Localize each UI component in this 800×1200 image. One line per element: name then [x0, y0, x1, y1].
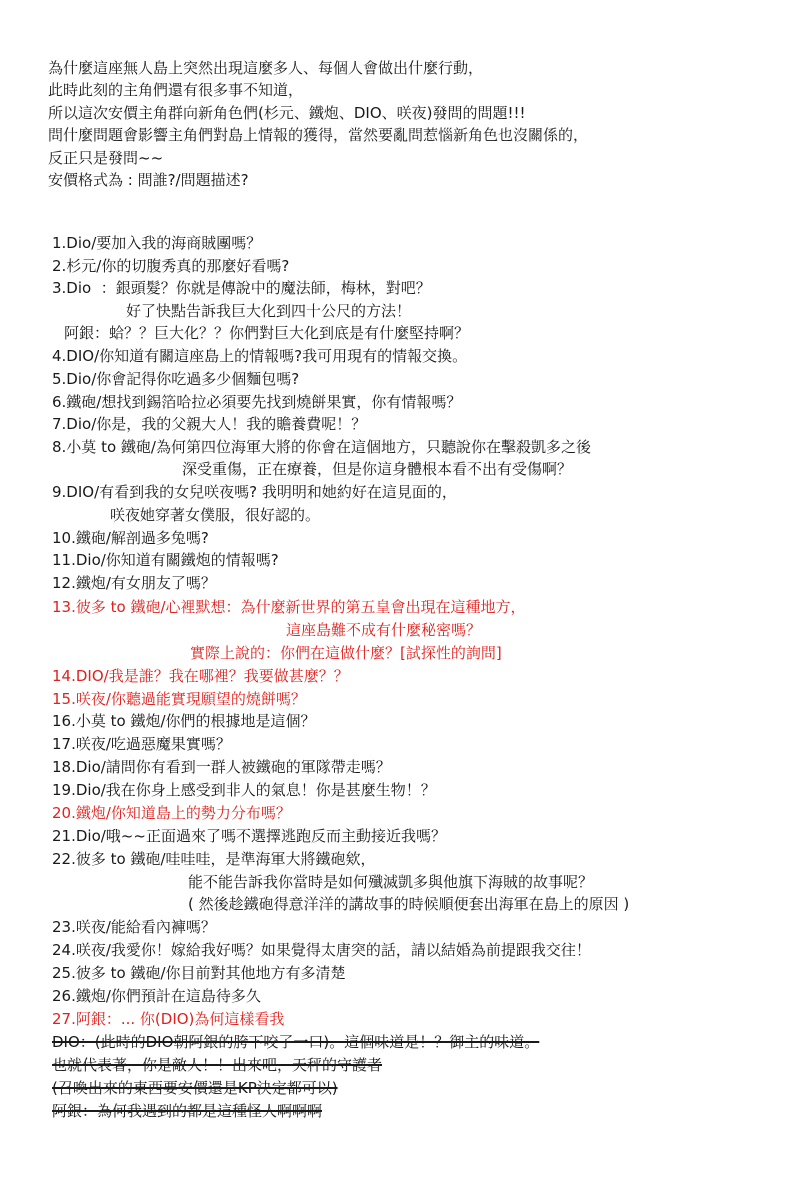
question-line: 6.鐵砲/想找到錫箔哈拉必須要先找到燒餅果實，你有情報嗎？ [52, 393, 462, 411]
question-line-highlight: 這座島難不成有什麼秘密嗎？ [286, 621, 482, 639]
question-line: 23.咲夜/能給看內褲嗎？ [52, 918, 216, 936]
question-line: 21.Dio/哦~~正面過來了嗎不選擇逃跑反而主動接近我嗎？ [52, 827, 446, 845]
intro-line: 為什麼這座無人島上突然出現這麼多人、每個人會做出什麼行動， [48, 59, 484, 77]
question-line: 10.鐵砲/解剖過多兔嗎? [52, 529, 209, 547]
question-line: 深受重傷，正在療養，但是你這身體根本看不出有受傷啊？ [182, 460, 573, 478]
question-line: 好了快點告訴我巨大化到四十公尺的方法！ [126, 302, 412, 320]
question-line: 1.Dio/要加入我的海商賊團嗎？ [52, 234, 262, 252]
question-line: 2.杉元/你的切腹秀真的那麼好看嗎? [52, 257, 290, 275]
intro-line: 問什麼問題會影響主角們對島上情報的獲得，當然要亂問惹惱新角色也沒關係的， [48, 126, 589, 144]
question-line: 4.DIO/你知道有關這座島上的情報嗎?我可用現有的情報交換。 [52, 347, 468, 365]
question-line-highlight: 14.DIO/我是誰？我在哪裡？我要做甚麼？？ [52, 667, 349, 685]
question-line: ( 然後趁鐵砲得意洋洋的講故事的時候順便套出海軍在島上的原因 ) [188, 895, 630, 913]
question-line-highlight: 20.鐵炮/你知道島上的勢力分布嗎？ [52, 804, 291, 822]
intro-line: 反正只是發問~~ [48, 149, 164, 167]
struck-line: 也就代表著，你是敵人！！出來吧，天秤的守護者 [52, 1056, 383, 1074]
intro-line: 安價格式為 : 問誰?/問題描述? [48, 171, 249, 189]
question-line-highlight: 13.彼多 to 鐵砲/心裡默想：為什麼新世界的第五皇會出現在這種地方， [52, 598, 526, 616]
question-line: 能不能告訴我你當時是如何殲滅凱多與他旗下海賊的故事呢？ [188, 873, 594, 891]
question-line-highlight: 27.阿銀：... 你(DIO)為何這樣看我 [52, 1010, 285, 1028]
question-line: 25.彼多 to 鐵砲/你目前對其他地方有多清楚 [52, 964, 346, 982]
question-line: 16.小莫 to 鐵炮/你們的根據地是這個？ [52, 712, 316, 730]
intro-line: 所以這次安價主角群向新角色們(杉元、鐵炮、DIO、咲夜)發問的問題!!! [48, 104, 526, 122]
question-line: 24.咲夜/我愛你！嫁給我好嗎？如果覺得太唐突的話，請以結婚為前提跟我交往！ [52, 941, 591, 959]
question-line: 7.Dio/你是，我的父親大人！我的贍養費呢！？ [52, 415, 367, 433]
question-line: 9.DIO/有看到我的女兒咲夜嗎? 我明明和她約好在這見面的， [52, 483, 457, 501]
question-line: 11.Dio/你知道有關鐵炮的情報嗎? [52, 551, 279, 569]
question-line-highlight: 實際上說的：你們在這做什麼？[試探性的詢問] [190, 644, 502, 662]
intro-line: 此時此刻的主角們還有很多事不知道， [48, 81, 304, 99]
question-line: 17.咲夜/吃過惡魔果實嗎？ [52, 735, 231, 753]
struck-line: (召喚出來的東西要安價還是KP決定都可以) [52, 1079, 338, 1097]
question-line: 19.Dio/我在你身上感受到非人的氣息！你是甚麼生物！？ [52, 781, 436, 799]
question-line: 阿銀：蛤？？巨大化？？你們對巨大化到底是有什麼堅持啊？ [64, 324, 470, 342]
question-line: 22.彼多 to 鐵砲/哇哇哇，是準海軍大將鐵砲欸， [52, 850, 376, 868]
question-line: 8.小莫 to 鐵砲/為何第四位海軍大將的你會在這個地方，只聽說你在擊殺凱多之後 [52, 438, 591, 456]
question-line-highlight: 15.咲夜/你聽過能實現願望的燒餅嗎？ [52, 690, 306, 708]
question-line: 12.鐵炮/有女朋友了嗎？ [52, 574, 216, 592]
struck-line: 阿銀：為何我遇到的都是這種怪人啊啊啊 [52, 1102, 323, 1120]
question-line: 3.Dio ：銀頭髮？你就是傳說中的魔法師，梅林，對吧？ [52, 279, 431, 297]
question-line: 咲夜她穿著女僕服，很好認的。 [110, 506, 321, 524]
struck-line: DIO：(此時的DIO朝阿銀的胯下咬了一口)。這個味道是！？御主的味道。 [52, 1033, 540, 1051]
question-line: 5.Dio/你會記得你吃過多少個麵包嗎? [52, 370, 300, 388]
question-line: 18.Dio/請問你有看到一群人被鐵砲的軍隊帶走嗎？ [52, 758, 391, 776]
question-line: 26.鐵炮/你們預計在這島待多久 [52, 987, 261, 1005]
